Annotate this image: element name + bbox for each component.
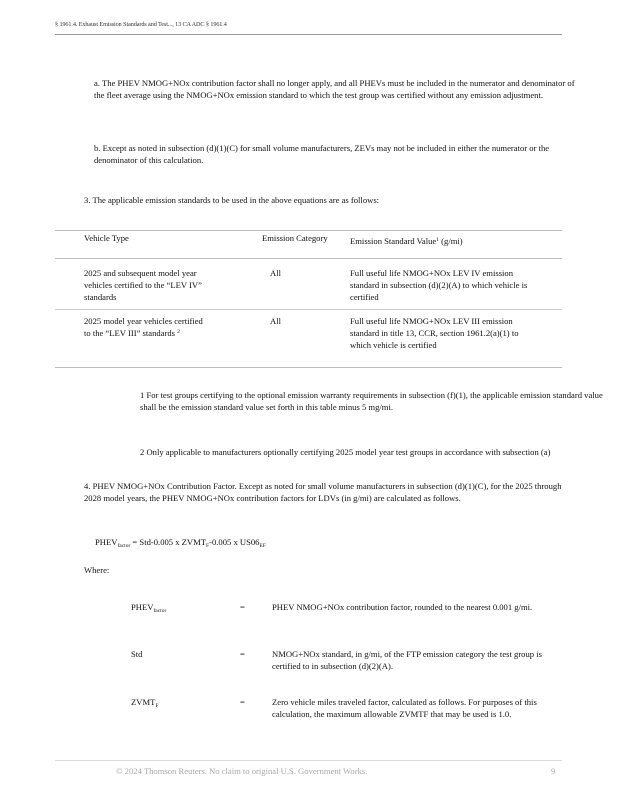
table-bottom-rule [55,367,562,368]
table-header-rule [55,258,562,259]
col-header-emission-category: Emission Category [262,233,328,243]
definition-text: NMOG+NOx standard, in g/mi, of the FTP emission category the test group is certified to in subsection (d)(2)(A). [272,649,542,671]
running-header: § 1961.4. Exhaust Emission Standards and Test..., 13 CA ADC § 1961.4 [55,21,227,28]
section-b: b. Except as noted in subsection (d)(1)(C) for small volume manufacturers, ZEVs may not be included in either the numerator or the denominator of this calculation. [94,143,550,165]
row1-vehicle-type: 2025 and subsequent model year vehicles certified to the “LEV IV” standards [84,268,202,302]
col-header-vehicle-type: Vehicle Type [84,233,129,243]
footnote-1: 1 For test groups certifying to the optional emission warranty requirements in subsection (f)(1), the applicable emission standard value shall be the emission standard value set forth in this table minus 5 mg/mi. [140,390,603,412]
definition-term: $ZVMT_F$ [131,697,159,709]
footer-rule [55,760,562,761]
formula: $PHEV_{factor} = Std-0.005$ x $ZVMT_F-0.005$ x $US06_{EF}$ [95,537,266,549]
table-top-rule [55,230,562,231]
section-a: a. The PHEV NMOG+NOx contribution factor shall no longer apply, and all PHEVs must be included in the numerator and denominator of the fleet average using the NMOG+NOx emission standard to which the test group was certified without any emission adjustment. [94,78,575,100]
table-row-rule [55,309,562,310]
header-rule [55,34,562,35]
definition-equals: = [240,649,245,659]
row1-category: All [270,268,281,278]
definition-text: Zero vehicle miles traveled factor, calculated as follows. For purposes of this calculation, the maximum allowable ZVMTF that may be used is 1.0. [272,697,537,719]
where-label: Where: [84,565,110,575]
row1-standard: Full useful life NMOG+NOx LEV IV emission standard in subsection (d)(2)(A) to which vehicle is certified [350,268,528,302]
row2-vehicle-type: 2025 model year vehicles certified to the “LEV III” standards $^2$ [84,316,203,338]
row2-category: All [270,316,281,326]
page-number: 9 [551,766,556,776]
definition-equals: = [240,697,245,707]
definition-term: Std [131,649,143,659]
footer-copyright: © 2024 Thomson Reuters. No claim to original U.S. Government Works. [116,766,368,776]
item-4: 4. PHEV NMOG+NOx Contribution Factor. Except as noted for small volume manufacturers in subsection (d)(1)(C), for the 2025 through 2028 model years, the PHEV NMOG+NOx contribution factors for LDVs (in g/mi) are calculated as follows. [84,481,562,503]
definition-text: PHEV NMOG+NOx contribution factor, rounded to the nearest 0.001 g/mi. [272,602,533,612]
item-3: 3. The applicable emission standards to be used in the above equations are as follows: [84,195,380,205]
definition-equals: = [240,602,245,612]
row2-standard: Full useful life NMOG+NOx LEV III emission standard in title 13, CCR, section 1961.2(a)(1) to which vehicle is certified [350,316,519,350]
col-header-standard-value: Emission Standard Value$^1$ (g/mi) [350,236,463,246]
definition-term: $PHEV_{factor}$ [131,602,167,614]
footnote-2: 2 Only applicable to manufacturers optionally certifying 2025 model year test groups in accordance with subsection (a) [140,447,551,457]
